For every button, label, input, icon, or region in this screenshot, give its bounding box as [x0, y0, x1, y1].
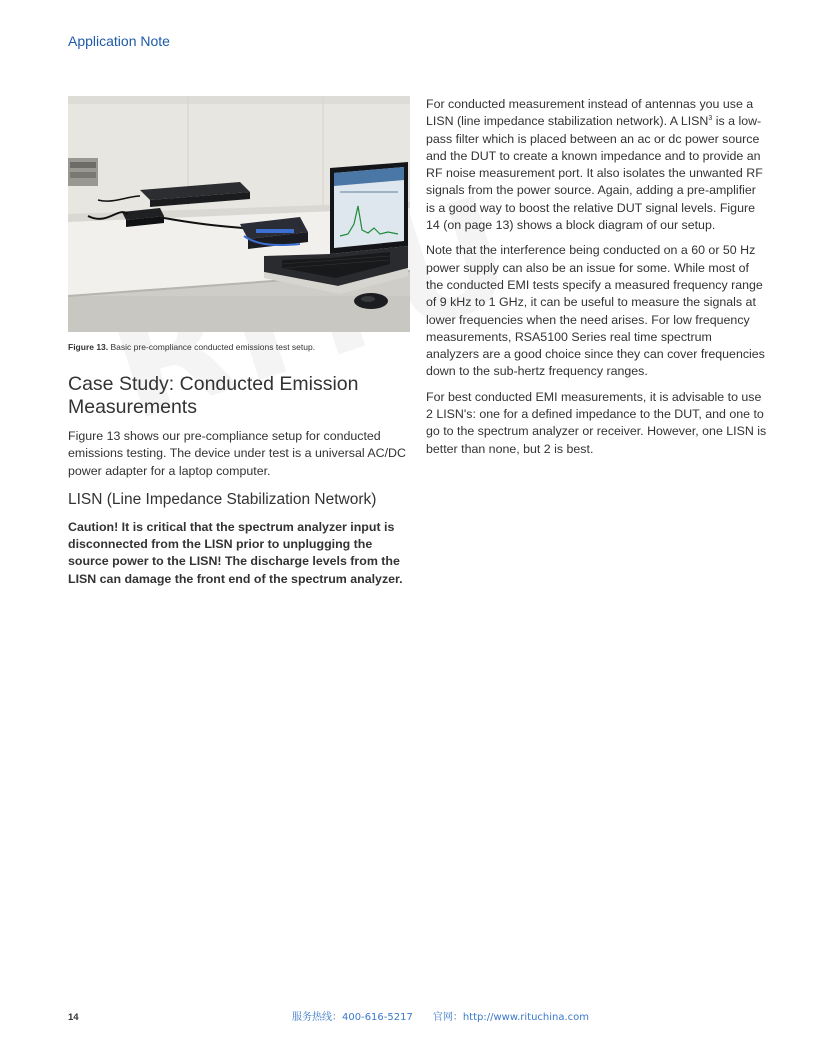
footer-website-link[interactable]: 官网：http://www.rituchina.com: [432, 1012, 590, 1023]
best-practice-paragraph: For best conducted EMI measurements, it is advisable to use 2 LISN's: one for a defined impedance to the DUT, and one to go to the spectrum analyzer or receiver. However, one LISN is better than none, but 2 is best.: [426, 389, 767, 456]
lisn-intro-part1: For conducted measurement instead of antennas you use a LISN (line impedance stabilization network). A LISN: [426, 97, 754, 129]
lisn-intro-part2: is a low-pass filter which is placed between an ac or dc power source and the DUT to create a known impedance and to provide an RF noise measurement port. It also isolates the unwanted RF signals from the power source. Again, adding a pre-amplifier is a good way to boost the relative DUT signal levels. Figure 14 (on page 13) shows a block diagram of our setup.: [426, 114, 763, 233]
figure-caption-text: Basic pre-compliance conducted emissions test setup.: [108, 342, 316, 352]
figure-caption: [68, 341, 410, 353]
lisn-intro-paragraph: [426, 96, 768, 234]
lisn-heading: LISN (Line Impedance Stabilization Network): [68, 490, 377, 508]
case-study-heading: Case Study: Conducted Emission Measurements: [68, 373, 359, 418]
footer-contact: [292, 1008, 589, 1023]
footer-hotline: 服务热线：400-616-5217: [292, 1012, 413, 1023]
case-study-paragraph: Figure 13 shows our pre-compliance setup for conducted emissions testing. The device under test is a universal AC/DC power adapter for a laptop computer.: [68, 429, 406, 478]
interference-paragraph: Note that the interference being conducted on a 60 or 50 Hz power supply can also be an issue for some. While most of the conducted EMI tests specify a measured frequency range of 9 kHz to 1 GHz, it can be useful to measure the signals at lower frequencies when the need arises. For low frequency measurements, RSA5100 Series real time spectrum analyzers are a good choice since they can cover frequencies down to the sub-hertz frequency ranges.: [426, 243, 765, 379]
page-number: 14: [68, 1012, 79, 1023]
figure-13-photo: [68, 96, 410, 332]
figure-caption-label: Figure 13.: [68, 342, 109, 352]
left-column: [68, 96, 410, 588]
running-header: Application Note: [68, 33, 170, 49]
footnote-ref-3: 3: [708, 115, 713, 123]
caution-note: Caution! It is critical that the spectrum analyzer input is disconnected from the LISN prior to unplugging the source power to the LISN! The discharge levels from the LISN can damage the front end of the spectrum analyzer.: [68, 519, 403, 586]
right-column: [426, 96, 768, 458]
test-setup-photo: [68, 96, 410, 332]
